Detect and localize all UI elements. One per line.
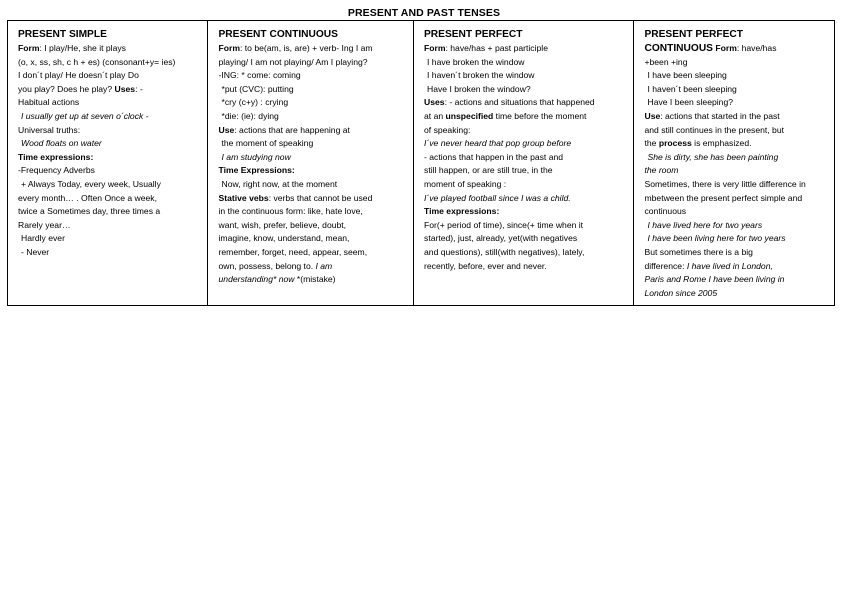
use-line: Use: actions that are happening at [218, 124, 350, 135]
present-perfect-continuous-column [634, 21, 834, 305]
uses-line: Uses: - actions and situations that happened [424, 97, 595, 108]
text-line: - Never [21, 246, 50, 257]
text-line: *put (CVC): putting [221, 83, 294, 94]
present-perfect-continuous-heading: PRESENT PERFECT [644, 29, 743, 40]
text-line: imagine, know, understand, mean, [218, 233, 350, 244]
text-line: mbetween the present perfect simple and [644, 192, 803, 203]
form-line: CONTINUOUS Form: have/has [644, 43, 777, 54]
text-line: and questions), still(with negatives), lately, [424, 246, 585, 257]
time-expressions-label: Time expressions: [424, 206, 500, 217]
use-universal: Universal truths: [18, 124, 81, 135]
text-line: Rarely year… [18, 219, 71, 230]
text-line: of speaking: [424, 124, 471, 135]
text-line: the moment of speaking [221, 138, 314, 149]
text-line: Have I broken the window? [427, 83, 531, 94]
example-universal: Wood floats on water [21, 138, 102, 149]
use-line: Use: actions that started in the past [644, 110, 780, 121]
stative-line: Stative vebs: verbs that cannot be used [218, 192, 373, 203]
text-line: +been +ing [644, 56, 688, 67]
text-line: I haven´t broken the window [427, 70, 535, 81]
present-perfect-heading: PRESENT PERFECT [424, 29, 523, 40]
example-habitual: I usually get up at seven o´clock - [21, 110, 149, 121]
text-line: For(+ period of time), since(+ time when it [424, 219, 584, 230]
example-line: I´ve played football since I was a child. [424, 192, 571, 203]
text-line: I have broken the window [427, 56, 525, 67]
text-line: recently, before, ever and never. [424, 260, 547, 271]
text-line: started), just, already, yet(with negatives [424, 233, 578, 244]
text-line: and still continues in the present, but [644, 124, 784, 135]
spelling-rule: (o, x, ss, sh, c h + es) (consonant+y= ies) [18, 56, 176, 67]
text-line: But sometimes there is a big [644, 246, 753, 257]
text-line: still happen, or are still true, in the [424, 165, 553, 176]
text-line: difference: I have lived in London, [644, 260, 773, 271]
example-line: I have been living here for two years [647, 233, 786, 244]
text-line: twice a Sometimes day, three times a [18, 206, 161, 217]
text-line: I haven´t been sleeping [647, 83, 737, 94]
text-line: + Always Today, every week, Usually [21, 178, 161, 189]
example-line: She is dirty, she has been painting [647, 151, 779, 162]
text-line: in the continuous form: like, hate love, [218, 206, 363, 217]
text-line: understanding* now *(mistake) [218, 274, 336, 285]
time-expressions-label: Time Expressions: [218, 165, 295, 176]
text-line: -Frequency Adverbs [18, 165, 95, 176]
example-line: London since 2005 [644, 287, 718, 298]
text-line: continuous [644, 206, 687, 217]
text-line: *die: (ie): dying [221, 110, 279, 121]
text-line: want, wish, prefer, believe, doubt, [218, 219, 347, 230]
form-line: Form: have/has + past participle [424, 43, 548, 53]
example-line: I´ve never heard that pop group before [424, 138, 572, 149]
page-title: PRESENT AND PAST TENSES [347, 7, 501, 19]
text-line: Now, right now, at the moment [221, 178, 338, 189]
form-line: Form: I play/He, she it plays [18, 43, 126, 53]
present-simple-column [8, 21, 208, 305]
text-line: Have I been sleeping? [647, 97, 734, 108]
text-line: moment of speaking : [424, 178, 507, 189]
text-line: the process is emphasized. [644, 138, 752, 149]
text-line: at an unspecified time before the moment [424, 110, 587, 121]
example-line: I have lived here for two years [647, 219, 763, 230]
present-continuous-heading: PRESENT CONTINUOUS [218, 29, 338, 40]
text-line: own, possess, belong to. I am [218, 260, 333, 271]
tenses-table [7, 20, 835, 306]
present-simple-heading: PRESENT SIMPLE [18, 29, 107, 40]
text-line: - actions that happen in the past and [424, 151, 564, 162]
example-line: I am studying now [221, 151, 291, 162]
text-line: Sometimes, there is very little difference in [644, 178, 806, 189]
text-line: playing/ I am not playing/ Am I playing? [218, 56, 368, 67]
text-line: every month… . Often Once a week, [18, 192, 157, 203]
use-habitual: Habitual actions [18, 97, 80, 108]
text-line: Hardly ever [21, 233, 65, 244]
text-line: I have been sleeping [647, 70, 727, 81]
negative-form: I don´t play/ He doesn´t play Do [18, 70, 139, 81]
present-perfect-column [414, 21, 634, 305]
present-continuous-column [208, 21, 415, 305]
form-line: Form: to be(am, is, are) + verb- Ing I am [218, 43, 373, 53]
text-line: *cry (c+y) : crying [221, 97, 289, 108]
text-line: -ING: * come: coming [218, 70, 301, 81]
example-line: Paris and Rome I have been living in [644, 274, 785, 285]
question-form: you play? Does he play? Uses: - [18, 83, 143, 94]
text-line: remember, forget, need, appear, seem, [218, 246, 368, 257]
example-line: the room [644, 165, 679, 176]
time-expressions-label: Time expressions: [18, 151, 94, 162]
